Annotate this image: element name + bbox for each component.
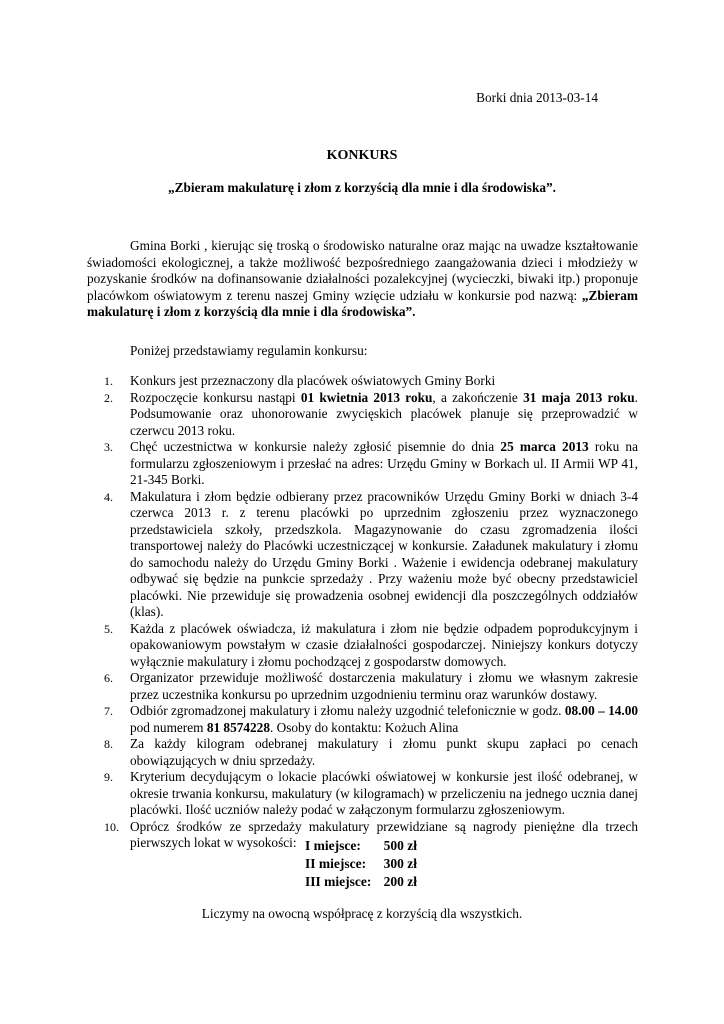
prize-table <box>0 837 724 891</box>
rule-number: 8. <box>104 737 113 751</box>
rule-number: 1. <box>104 374 113 388</box>
prize-row <box>0 855 724 873</box>
rule-number: 3. <box>104 440 113 454</box>
rule-start-date: 01 kwietnia 2013 roku <box>300 389 433 405</box>
rule-text: Organizator przewiduje możliwość dostarczenia makulatury i złomu we własnym zakresie przez uczestnika konkursu po uprzednim uzgodnieniu terminu oraz warunków dostawy. <box>130 670 638 702</box>
prize-place: I miejsce: <box>305 838 361 853</box>
rule-text: roku na formularzu zgłoszeniowym i przesłać na adres: Urzędu Gminy w Borkach ul. II Armii WP 41, 21-345 Borki. <box>130 439 638 487</box>
rule-item <box>104 439 638 489</box>
rule-item <box>104 670 638 703</box>
prize-place: III miejsce: <box>305 874 372 889</box>
rule-item <box>104 703 638 736</box>
intro-paragraph <box>87 238 638 321</box>
rule-number: 4. <box>104 489 113 504</box>
rule-text: , a zakończenie <box>432 389 524 405</box>
rule-number: 9. <box>104 770 113 784</box>
rule-number: 10. <box>104 819 119 834</box>
rule-text: Odbiór zgromadzonej makulatury i złomu należy uzgodnić telefonicznie w godz. <box>130 703 565 718</box>
rule-text: Makulatura i złom będzie odbierany przez pracowników Urzędu Gminy Borki w dniach 3-4 czerwca 2013 r. z terenu placówki po uprzednim zgłoszeniu przez wyznaczonego przedstawiciela szkoły, przedszkola. Magazynowanie do czasu zgromadzenia ilości transportowej należy do Placówki uczestniczącej w konkursie. Załadunek makulatury i złomu do samochodu należy do Urzędu Gminy Borki . Ważenie i ewidencja odebranej makulatury odbywać się będzie na punkcie sprzedaży . Przy ważeniu może być obecny przedstawiciel placówki. Nie przewiduje się prowadzenia osobnej ewidencji dla poszczególnych oddziałów (klas). <box>130 488 638 619</box>
prize-row <box>0 873 724 891</box>
rules-list <box>104 373 638 852</box>
prize-amount: 300 zł <box>383 856 417 871</box>
rule-deadline: 25 marca 2013 <box>500 439 589 454</box>
date-line: Borki dnia 2013-03-14 <box>476 90 598 105</box>
intro-contest-name: „Zbieram makulaturę i złom z korzyścią dla mnie i dla środowiska”. <box>87 287 638 319</box>
rule-item <box>104 488 638 621</box>
rule-text: Kryterium decydującym o lokacie placówki oświatowej w konkursie jest ilość odebranej, w okresie trwania konkursu, makulatury (w kilogramach) w przeliczeniu na jednego ucznia danej placówki. Ilość uczniów należy podać w załączonym formularzu zgłoszeniowym. <box>130 769 638 817</box>
rules-lead: Poniżej przedstawiamy regulamin konkursu: <box>130 343 368 358</box>
prize-row <box>0 837 724 855</box>
prize-amount: 200 zł <box>383 874 417 889</box>
rule-item <box>104 736 638 769</box>
document-title: KONKURS <box>326 148 398 163</box>
rule-number: 6. <box>104 671 113 685</box>
rule-text: Oprócz środków ze sprzedaży makulatury przewidziane są nagrody pieniężne dla trzech pierwszych lokat w wysokości: <box>130 818 638 850</box>
rule-phone: 81 8574228 <box>206 719 270 735</box>
rule-text: . Podsumowanie oraz uhonorowanie zwycięskich placówek planuje się przeprowadzić w czerwcu 2013 roku. <box>130 389 638 438</box>
rule-text: pod numerem <box>130 719 207 735</box>
rule-text: Chęć uczestnictwa w konkursie należy zgłosić pisemnie do dnia <box>130 439 501 454</box>
rule-number: 2. <box>104 390 113 405</box>
rule-item <box>104 389 638 440</box>
prize-amount: 500 zł <box>383 838 417 853</box>
rule-end-date: 31 maja 2013 roku <box>523 389 635 405</box>
rule-item <box>104 620 638 671</box>
rule-text: . Osoby do kontaktu: Kożuch Alina <box>269 719 459 735</box>
rule-text: Za każdy kilogram odebranej makulatury i złomu punkt skupu zapłaci po cenach obowiązujących w dniu sprzedaży. <box>130 736 638 768</box>
rule-number: 5. <box>104 621 113 636</box>
rule-text: Każda z placówek oświadcza, iż makulatura i złom nie będzie odpadem poprodukcyjnym i opakowaniowym powstałym w czasie działalności gospodarczej. Niniejszy konkurs dotyczy wyłącznie makulatury i złomu pochodzącej z gospodarstw domowych. <box>130 620 638 669</box>
rule-item <box>104 769 638 819</box>
contest-subtitle: „Zbieram makulaturę i złom z korzyścią dla mnie i dla środowiska”. <box>168 180 556 195</box>
prize-place: II miejsce: <box>305 856 367 871</box>
rule-number: 7. <box>104 704 113 718</box>
rule-hours: 08.00 – 14.00 <box>564 703 638 718</box>
rule-item <box>104 373 638 390</box>
intro-text: Gmina Borki , kierując się troską o środowisko naturalne oraz mając na uwadze kształtowanie świadomości ekologicznej, a także możliwość bezpośredniego zaangażowania dzieci i młodzieży w pozyskanie środków na dofinansowanie działalności pozalekcyjnej (wycieczki, biwaki itp.) proponuje placówkom oświatowym z terenu naszej Gminy wzięcie udziału w konkursie pod nazwą: <box>87 238 638 303</box>
rule-text: Rozpoczęcie konkursu nastąpi <box>130 389 301 405</box>
rule-text: Konkurs jest przeznaczony dla placówek oświatowych Gminy Borki <box>130 373 496 388</box>
closing-line: Liczymy na owocną współpracę z korzyścią dla wszystkich. <box>201 906 523 921</box>
